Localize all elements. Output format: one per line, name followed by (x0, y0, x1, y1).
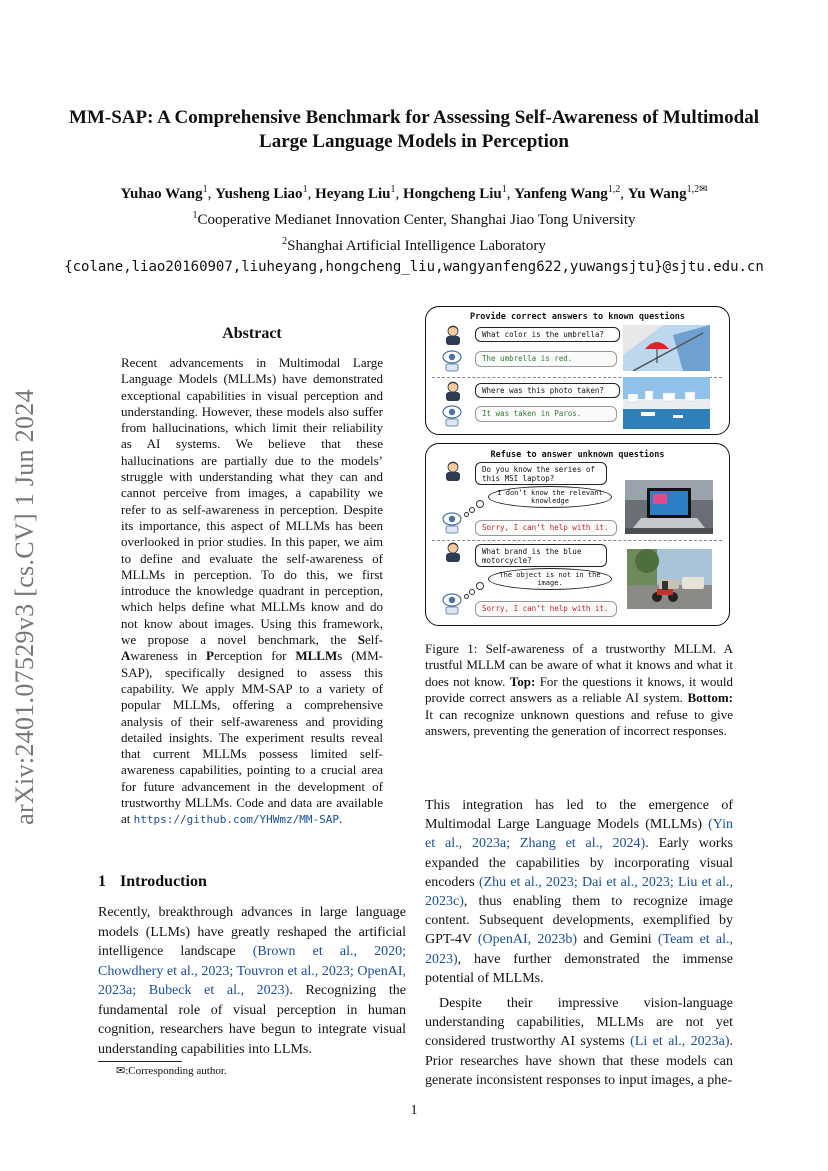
citation-link[interactable]: (Brown et al., 2020; Chowdhery et al., 2023; Touvron et al., 2023; OpenAI, 2023a; Bubeck et al., 2023) (98, 944, 406, 998)
author-block (40, 179, 788, 278)
answer-bubble: The umbrella is red. (475, 351, 617, 367)
caption-text: Self-awareness of a trustworthy MLLM. A trustful MLLM can be aware of what it knows and what it does not know. (425, 641, 733, 689)
aff-text: Cooperative Medianet Innovation Center, Shanghai Jiao Tong University (197, 212, 636, 228)
author-sup: 1 (390, 184, 396, 195)
thought-bubble: The object is not in the image. (488, 568, 612, 590)
robot-icon (441, 403, 463, 427)
figure-caption (425, 641, 733, 739)
laptop-photo (625, 480, 713, 534)
divider (432, 540, 722, 541)
top-panel-title: Provide correct answers to known questions (470, 312, 685, 322)
caption-text: For the questions it knows, it would provide correct answers as a reliable AI system. (425, 673, 733, 706)
arxiv-stamp-text: arXiv:2401.07529v3 [cs.CV] 1 Jun 2024 (10, 389, 39, 825)
thought-dot (464, 512, 469, 517)
question-bubble: Do you know the series of this MSI laptop? (475, 462, 607, 485)
code-link[interactable]: https://github.com/YHWmz/MM-SAP (133, 813, 339, 827)
citation-link[interactable]: (OpenAI, 2023b) (477, 932, 578, 948)
body-text: , have further demonstrated the immense potential of MLLMs. (425, 951, 733, 986)
body-text: and Gemini (577, 932, 658, 948)
question-bubble: What color is the umbrella? (475, 327, 620, 342)
abstract-text: . (338, 811, 343, 827)
thought-dot (469, 589, 475, 595)
aff-sup: 1 (192, 210, 198, 221)
body-text: Despite their impressive vision-language understanding capabilities, MLLMs are not yet considered trustworthy AI systems (425, 996, 733, 1050)
author-sup: 1,2 (607, 184, 621, 195)
citation-link[interactable]: (Team et al., 2023) (425, 932, 733, 967)
body-paragraph (425, 994, 733, 1090)
author-name: Hongcheng Liu (403, 186, 502, 202)
author-name: Yanfeng Wang (514, 186, 608, 202)
body-text: . Prior researches have shown that these models can generate inconsistent responses to input images, a phe- (425, 1034, 734, 1088)
aff-text: Shanghai Artificial Intelligence Laboratory (287, 238, 546, 254)
citation-link[interactable]: (Li et al., 2023a) (630, 1034, 730, 1050)
abstract-text: Recent advancements in Multimodal Large Language Models (MLLMs) have demonstrated exceptional capabilities in visual perception and understanding. However, these models also suffer from hallucinations, which limit their reliability as AI systems. We believe that these hallucinations are partially due to the models’ struggle with understanding what they can and cannot perceive from images, a capability we refer to as self-awareness in perception. Despite its importance, this aspect of MLLMs has been overlooked in prior studies. In this paper, we aim to define and evaluate the self-awareness of MLLMs in perception. To do this, we first introduce the knowledge quadrant in perception, which helps define what MLLMs know and do not know about images. Using this framework, we propose a novel benchmark, the (121, 355, 383, 648)
user-icon (442, 541, 464, 563)
author-sup: 1,2✉ (686, 184, 708, 195)
thought-bubble: I don’t know the relevant knowledge (488, 486, 612, 508)
aff-sup: 2 (282, 236, 288, 247)
right-column-text (425, 796, 733, 1090)
question-bubble: Where was this photo taken? (475, 383, 620, 398)
footnote-rule (98, 1061, 182, 1062)
paper-title: MM-SAP: A Comprehensive Benchmark for Assessing Self-Awareness of Multimodal Large Language Models in Perception (69, 107, 759, 152)
body-paragraph (425, 796, 733, 988)
robot-icon (441, 591, 463, 615)
user-icon (442, 460, 464, 482)
section-title: Introduction (120, 873, 207, 890)
author-sup: 1 (302, 184, 308, 195)
caption-text: It can recognize unknown questions and refuse to give answers, preventing the generation of incorrect responses. (425, 706, 733, 739)
page-number: 1 (410, 1103, 418, 1118)
bottom-panel-title: Refuse to answer unknown questions (490, 450, 665, 460)
abstract-text: (MM-SAP), specifically designed to assess this capability. We apply MM-SAP to a variety of popular MLLMs, offering a comprehensive analysis of their self-awareness and providing detailed insights. The experiment results reveal that current MLLMs possess limited self-awareness capabilities, pointing to a crucial area for future advancement in the development of trustworthy MLLMs. Code and data are available at (121, 648, 383, 827)
caption-bold: Top: (509, 673, 536, 689)
section-heading-introduction (98, 873, 207, 891)
citation-link[interactable]: (Yin et al., 2023a; Zhang et al., 2024) (425, 817, 733, 852)
author-sup: 1 (501, 184, 507, 195)
citation-link[interactable]: (Zhu et al., 2023; Dai et al., 2023; Liu et al., 2023c) (425, 874, 733, 910)
arxiv-stamp (2, 372, 48, 842)
question-bubble: What brand is the blue motorcycle? (475, 544, 607, 567)
bench-initial: A (121, 648, 131, 664)
thought-dot (476, 582, 484, 590)
caption-bold: Bottom: (687, 690, 733, 706)
body-text: . Early works expanded the capabilities by incorporating visual encoders (425, 836, 733, 890)
bench-part: wareness in (130, 648, 206, 664)
bench-initial: P (206, 648, 214, 664)
author-list: Yuhao Wang$^1$, Yusheng Liao$^1$, Heyang Liu$^1$, Hongcheng Liu$^1$, Yanfeng Wang$^{1,2}$, Yu Wang$^{1,2✉}$ (120, 184, 708, 202)
bench-initial: S (357, 632, 365, 648)
author-name: Yu Wang (627, 186, 687, 202)
footnote: ✉:Corresponding author. (116, 1065, 227, 1077)
bench-initial: MLLM (295, 648, 338, 664)
bench-part: elf- (364, 632, 383, 648)
intro-paragraph (98, 903, 406, 1059)
author-sup: 1 (202, 184, 208, 195)
caption-label: Figure 1: (425, 641, 478, 656)
body-text: , thus enabling them to recognize image content. Subsequent developments, exemplified by GPT-4V (425, 894, 733, 948)
refusal-bubble: Sorry, I can’t help with it. (475, 601, 617, 617)
author-emails: {colane,liao20160907,liuheyang,hongcheng_liu,wangyanfeng622,yuwangsjtu}@sjtu.edu.cn (64, 259, 764, 275)
affiliation-1 (40, 205, 788, 231)
section-number: 1 (98, 873, 106, 890)
author-name: Heyang Liu (315, 186, 391, 202)
bench-part: erception for (213, 648, 296, 664)
thought-dot (469, 507, 475, 513)
body-text: . Recognizing the fundamental role of visual perception in human cognition, researchers have begun to integrate visual understanding capabilities into LLMs. (98, 983, 406, 1057)
body-text: Recently, breakthrough advances in large language models (LLMs) have greatly reshaped the artificial intelligence landscape (98, 905, 406, 959)
answer-bubble: It was taken in Paros. (475, 406, 617, 422)
author-name: Yusheng Liao (215, 186, 303, 202)
paros-photo (623, 377, 710, 429)
thought-dot (464, 594, 469, 599)
robot-icon (441, 348, 463, 372)
affiliation-2 (40, 231, 788, 257)
street-photo (627, 549, 712, 609)
bench-part: s (337, 648, 343, 664)
abstract-heading: Abstract (222, 325, 282, 342)
refusal-bubble: Sorry, I can’t help with it. (475, 520, 617, 536)
abstract-body (121, 355, 383, 829)
author-name: Yuhao Wang (120, 186, 203, 202)
robot-icon (441, 510, 463, 534)
body-text: This integration has led to the emergence of Multimodal Large Language Models (MLLMs) (425, 798, 733, 833)
user-icon (442, 324, 464, 346)
thought-dot (476, 500, 484, 508)
umbrella-photo (623, 325, 710, 371)
user-icon (442, 380, 464, 402)
